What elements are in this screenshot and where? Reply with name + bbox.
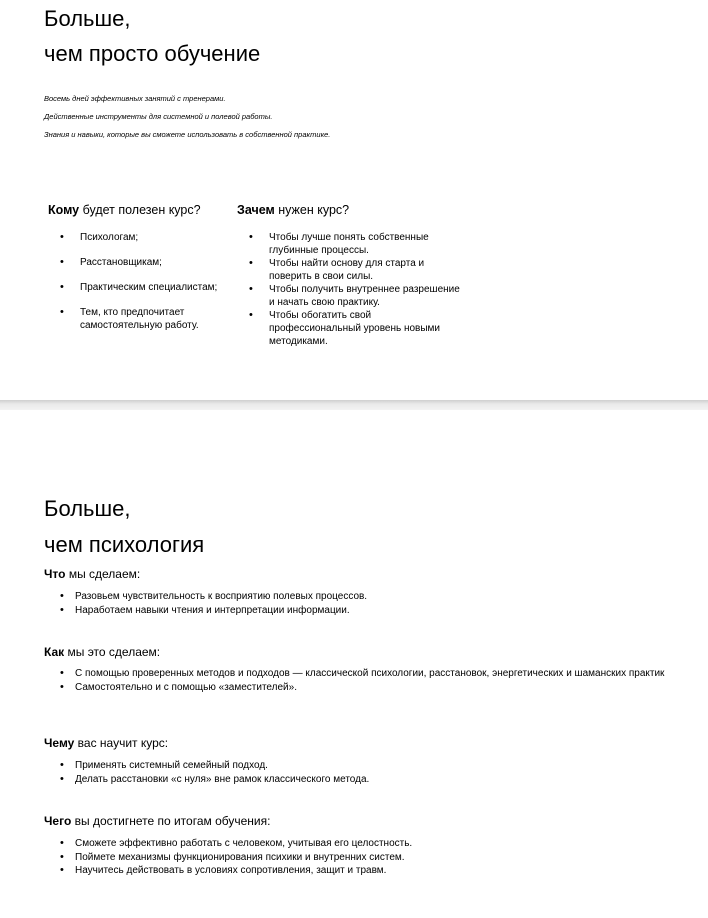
intro-line-2: Действенные инструменты для системной и полевой работы. bbox=[44, 112, 273, 121]
list-item: • Психологам; bbox=[59, 231, 234, 244]
section-heading-bold: Чему bbox=[44, 736, 75, 750]
who-heading-rest: будет полезен курс? bbox=[79, 203, 201, 217]
intro-line-3: Знания и навыки, которые вы сможете использовать в собственной практике. bbox=[44, 130, 331, 139]
list-item: • Чтобы найти основу для старта и поверить в свои силы. bbox=[248, 257, 463, 283]
list-item: • Практическим специалистам; bbox=[59, 281, 234, 294]
section-heading-rest: вы достигнете по итогам обучения: bbox=[71, 814, 271, 828]
list-item: • Самостоятельно и с помощью «заместителей». bbox=[44, 681, 684, 695]
page-title-line-1: Больше, bbox=[44, 6, 131, 31]
document-page-1 bbox=[0, 0, 708, 400]
list-item: • Разовьем чувствительность к восприятию полевых процессов. bbox=[44, 590, 684, 604]
section-heading-rest: мы сделаем: bbox=[65, 567, 141, 581]
intro-line-1: Восемь дней эффективных занятий с тренерами. bbox=[44, 94, 226, 103]
document-page-2 bbox=[0, 410, 708, 918]
list-item: • Сможете эффективно работать с человеком, учитывая его целостность. bbox=[44, 837, 684, 851]
page-title-line-2: чем просто обучение bbox=[44, 41, 261, 66]
who-heading bbox=[48, 203, 201, 218]
page-title-line-1: Больше, bbox=[44, 496, 131, 521]
section-heading-rest: вас научит курс: bbox=[74, 736, 169, 750]
who-heading-bold: Кому bbox=[48, 203, 80, 217]
list-item: • Чтобы лучше понять собственные глубинные процессы. bbox=[248, 231, 463, 257]
page-title-line-2: чем психология bbox=[44, 532, 205, 557]
section-heading-bold: Как bbox=[44, 645, 65, 659]
list-item: • Чтобы обогатить свой профессиональный уровень новыми методиками. bbox=[248, 309, 463, 348]
list-item: • Делать расстановки «с нуля» вне рамок классического метода. bbox=[44, 773, 684, 787]
section-heading-bold: Чего bbox=[44, 814, 72, 828]
section-heading-how bbox=[44, 645, 160, 660]
section-list-teach bbox=[44, 759, 684, 786]
section-heading-teach bbox=[44, 736, 168, 751]
page-separator bbox=[0, 400, 708, 410]
why-heading bbox=[237, 203, 349, 218]
list-item: • Расстановщикам; bbox=[59, 256, 234, 269]
why-heading-bold: Зачем bbox=[237, 203, 275, 217]
list-item: • Научитесь действовать в условиях сопротивления, защит и травм. bbox=[44, 864, 684, 878]
list-item: • Наработаем навыки чтения и интерпретации информации. bbox=[44, 604, 684, 618]
list-item: • Тем, кто предпочитает самостоятельную работу. bbox=[59, 306, 205, 332]
why-list bbox=[248, 231, 463, 348]
section-heading-rest: мы это сделаем: bbox=[64, 645, 161, 659]
list-item: • Применять системный семейный подход. bbox=[44, 759, 684, 773]
section-list-what bbox=[44, 590, 684, 617]
section-heading-achieve bbox=[44, 814, 270, 829]
section-list-how bbox=[44, 667, 684, 694]
list-item: • Поймете механизмы функционирования психики и внутренних систем. bbox=[44, 851, 684, 865]
section-list-achieve bbox=[44, 837, 684, 878]
list-item: • С помощью проверенных методов и подходов — классической психологии, расстановок, энергетических и шаманских практик bbox=[44, 667, 684, 681]
section-heading-what bbox=[44, 567, 140, 582]
why-heading-rest: нужен курс? bbox=[274, 203, 350, 217]
section-heading-bold: Что bbox=[44, 567, 66, 581]
who-list bbox=[59, 231, 234, 344]
list-item: • Чтобы получить внутреннее разрешение и начать свою практику. bbox=[248, 283, 463, 309]
